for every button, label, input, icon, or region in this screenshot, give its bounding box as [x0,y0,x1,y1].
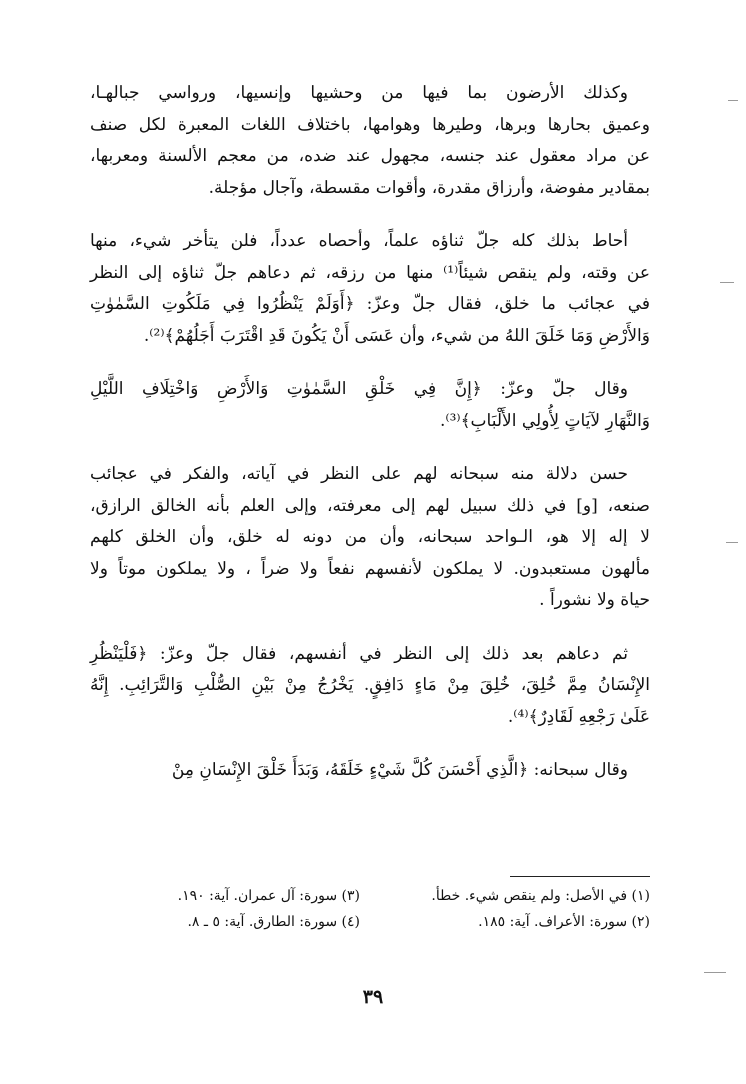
text-line: الإِنْسَانُ مِمَّ خُلِقَ، خُلِقَ مِنْ مَاءٍ دَافِقٍ. يَخْرُجُ مِنْ بَيْنِ الصُّلْبِ وَالتَّرَائِبِ. إِنَّهُ [90,675,650,695]
text-line: حسن دلالة منه سبحانه لهم على النظر في آياته، والفكر في عجائب [90,464,628,484]
footnote-rule [510,876,650,877]
paragraph-3 [90,374,650,437]
text-line: عن وقته، ولم ينقص شيئاً⁽¹⁾ منها من رزقه، ثم دعاهم جلّ ثناؤه إلى النظر [90,262,650,283]
text-line: في عجائب ما خلق، فقال جلّ وعزّ: ﴿أَوَلَمْ يَنْظُرُوا فِي مَلَكُوتِ السَّمٰوٰتِ [90,294,650,314]
paragraph-2 [90,226,650,352]
text-line: وقال جلّ وعزّ: ﴿إِنَّ فِي خَلْقِ السَّمٰوٰتِ وَالأَرْضِ وَاخْتِلَافِ اللَّيْلِ [90,379,628,399]
text-line: وعميق بحارها وبرها، وطيرها وهوامها، باختلاف اللغات المعبرة لكل صنف [90,114,650,135]
footnotes [90,876,650,933]
text-line: وقال سبحانه: ﴿الَّذِي أَحْسَنَ كُلَّ شَيْءٍ خَلَقَهُ، وَبَدَأَ خَلْقَ الإِنْسَانِ مِنْ [171,760,628,780]
scan-mark [726,542,738,543]
text-line: عن مراد معقول عند جنسه، مجهول عند ضده، من معجم الألسنة ومعربها، [90,146,650,166]
scan-mark [720,282,734,283]
footnote-2: (٢) سورة: الأعراف. آية: ١٨٥. [478,914,650,930]
paragraph-4 [90,459,650,617]
text-line: وكذلك الأرضون بما فيها من وحشيها وإنسيها، ورواسي جبالهـا، [90,83,628,103]
text-line: صنعه، [و] في ذلك سبيل لهم إلى معرفته، وإلى العلم بأنه الخالق الرازق، [90,495,650,516]
main-text [90,78,650,787]
paragraph-6 [90,755,650,787]
footnote-4: (٤) سورة: الطارق. آية: ٥ ـ ٨. [187,914,360,930]
text-line: عَلَىٰ رَجْعِهِ لَقَادِرٌ﴾⁽⁴⁾. [507,706,650,727]
footnote-3: (٣) سورة: آل عمران. آية: ١٩٠. [177,888,360,904]
text-line: لا إله إلا هو، الـواحد سبحانه، وأن من دونه له خلق، وأن الخلق كلهم [90,527,650,547]
text-line: وَالأَرْضِ وَمَا خَلَقَ اللهُ من شيء، وأن عَسَى أَنْ يَكُونَ قَدِ اقْتَرَبَ أَجَلُهُمْ﴾⁽²⁾. [143,325,650,346]
page-number: ٣٩ [362,986,384,1008]
scan-mark [728,100,738,101]
paragraph-1 [90,78,650,204]
text-line: مألهون مستعبدون. لا يملكون لأنفسهم نفعاً ولا ضراً ، ولا يملكون موتاً ولا [90,558,650,579]
footnote-1: (١) في الأصل: ولم ينقص شيء. خطأ. [431,888,650,904]
text-line: ثم دعاهم بعد ذلك إلى النظر في أنفسهم، فقال جلّ وعزّ: ﴿فَلْيَنْظُرِ [90,643,628,664]
text-line: بمقادير مفوضة، وأرزاق مقدرة، وأقوات مقسطة، وآجال مؤجلة. [208,177,650,198]
text-line: أحاط بذلك كله جلّ ثناؤه علماً، وأحصاه عدداً، فلن يتأخر شيء، منها [90,231,628,251]
text-line: حياة ولا نشوراً . [539,590,650,610]
scan-mark [704,972,726,973]
footnote-list [90,885,650,933]
paragraph-5 [90,639,650,734]
text-line: وَالنَّهَارِ لآيَاتٍ لِأُولِي الأَلْبَابِ﴾⁽³⁾. [439,410,650,431]
